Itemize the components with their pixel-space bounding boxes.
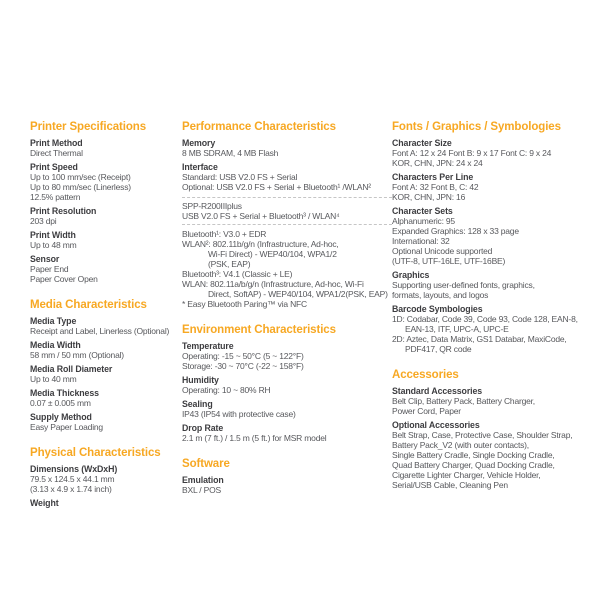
spec-value-line: 2.1 m (7 ft.) / 1.5 m (5 ft.) for MSR model [182, 433, 327, 443]
spec-item [182, 475, 392, 495]
spec-column [392, 121, 600, 508]
spec-item [182, 138, 392, 158]
spec-label: Weight [30, 498, 59, 508]
spec-value-line: Up to 40 mm [30, 374, 77, 384]
spec-value-line: Receipt and Label, Linerless (Optional) [30, 326, 170, 336]
spec-value-line: 8 MB SDRAM, 4 MB Flash [182, 148, 279, 158]
spec-value-line: Paper Cover Open [30, 274, 98, 284]
spec-item [30, 230, 182, 250]
spec-label: Character Size [392, 138, 452, 148]
section-title: Fonts / Graphics / Symbologies [392, 121, 561, 133]
spec-value-line: Up to 80 mm/sec (Linerless) [30, 182, 131, 192]
spec-label: Print Method [30, 138, 83, 148]
spec-column [30, 121, 182, 508]
spec-label: Memory [182, 138, 216, 148]
spec-item [30, 388, 182, 408]
spec-item [30, 138, 182, 158]
spec-value-line: Font A: 32 Font B, C: 42 [392, 182, 479, 192]
spec-item [30, 340, 182, 360]
spec-label: Interface [182, 162, 218, 172]
spec-value-line: * Easy Bluetooth Paring™ via NFC [182, 299, 307, 309]
spec-value-line: Single Battery Cradle, Single Docking Cradle, [392, 450, 555, 460]
section-title: Software [182, 458, 230, 470]
spec-label: Sensor [30, 254, 60, 264]
spec-value-line: Optional Unicode supported [392, 246, 493, 256]
spec-item [30, 498, 182, 508]
spec-value-line: Up to 48 mm [30, 240, 77, 250]
spec-value-line: Operating: 10 ~ 80% RH [182, 385, 271, 395]
spec-item [392, 206, 600, 266]
spec-value-line: KOR, CHN, JPN: 24 x 24 [392, 158, 483, 168]
spec-value-line: IP43 (IP54 with protective case) [182, 409, 296, 419]
spec-value-line: Power Cord, Paper [392, 406, 461, 416]
spec-item [30, 316, 182, 336]
spec-item [182, 375, 392, 395]
spec-value-line: 12.5% pattern [30, 192, 81, 202]
spec-value-line: 2D: Aztec, Data Matrix, GS1 Databar, MaxiCode, [392, 334, 567, 344]
spec-item [392, 270, 600, 300]
spec-label: Media Width [30, 340, 81, 350]
spec-value-line: 0.07 ± 0.005 mm [30, 398, 91, 408]
spec-item [182, 399, 392, 419]
spec-value-line: Quad Battery Charger, Quad Docking Cradle, [392, 460, 555, 470]
spec-value-line: International: 32 [392, 236, 450, 246]
section-title: Media Characteristics [30, 299, 147, 311]
spec-value-line: Belt Clip, Battery Pack, Battery Charger, [392, 396, 535, 406]
spec-label: Emulation [182, 475, 224, 485]
spec-item [182, 423, 392, 443]
spec-value-line: Cigarette Lighter Charger, Vehicle Holder, [392, 470, 541, 480]
spec-value-line: 1D: Codabar, Code 39, Code 93, Code 128, EAN-8, [392, 314, 578, 324]
spec-value-line: Bluetooth¹: V3.0 + EDR [182, 229, 267, 239]
spec-label: Optional Accessories [392, 420, 480, 430]
spec-value-line: 79.5 x 124.5 x 44.1 mm [30, 474, 115, 484]
spec-label: Sealing [182, 399, 213, 409]
spec-label: Media Type [30, 316, 77, 326]
section-title: Physical Characteristics [30, 447, 161, 459]
spec-value-line: SPP-R200IIIplus [182, 201, 242, 211]
spec-value-line: Paper End [30, 264, 69, 274]
spec-value-line: Wi-Fi Direct) - WEP40/104, WPA1/2 [182, 249, 337, 259]
spec-value-line: 203 dpi [30, 216, 57, 226]
spec-value-line: WLAN²: 802.11b/g/n (Infrastructure, Ad-hoc, [182, 239, 339, 249]
spec-label: Characters Per Line [392, 172, 474, 182]
spec-value-line: Battery Pack_V2 (with outer contacts), [392, 440, 529, 450]
spec-value-line: Easy Paper Loading [30, 422, 103, 432]
spec-label: Media Thickness [30, 388, 99, 398]
spec-value-line: Direct Thermal [30, 148, 83, 158]
spec-value-line: Supporting user-defined fonts, graphics, [392, 280, 535, 290]
spec-value-line: (3.13 x 4.9 x 1.74 inch) [30, 484, 112, 494]
spec-value-line: Alphanumeric: 95 [392, 216, 455, 226]
spec-value-line: Direct, SoftAP) - WEP40/104, WPA1/2(PSK, EAP) [182, 289, 388, 299]
spec-label: Character Sets [392, 206, 453, 216]
spec-label: Barcode Symbologies [392, 304, 483, 314]
spec-sheet [30, 121, 600, 508]
spec-item [392, 138, 600, 168]
spec-value-line: PDF417, QR code [392, 344, 472, 354]
spec-value-line: Up to 100 mm/sec (Receipt) [30, 172, 131, 182]
spec-value-line: 58 mm / 50 mm (Optional) [30, 350, 124, 360]
spec-value-line: EAN-13, ITF, UPC-A, UPC-E [392, 324, 509, 334]
section-title: Printer Specifications [30, 121, 147, 133]
spec-label: Graphics [392, 270, 430, 280]
spec-item [182, 162, 392, 192]
spec-value-line: (UTF-8, UTF-16LE, UTF-16BE) [392, 256, 506, 266]
spec-value-line: Font A: 12 x 24 Font B: 9 x 17 Font C: 9 x 24 [392, 148, 552, 158]
spec-label: Supply Method [30, 412, 92, 422]
spec-item [30, 162, 182, 202]
spec-value-line: (PSK, EAP) [182, 259, 251, 269]
spec-label: Print Width [30, 230, 76, 240]
spec-item [182, 229, 392, 309]
section-title: Accessories [392, 369, 459, 381]
spec-item [30, 412, 182, 432]
spec-value-line: KOR, CHN, JPN: 16 [392, 192, 466, 202]
spec-value-line: formats, layouts, and logos [392, 290, 489, 300]
spec-item [30, 254, 182, 284]
spec-label: Humidity [182, 375, 219, 385]
spec-label: Dimensions (WxDxH) [30, 464, 118, 474]
spec-value-line: Belt Strap, Case, Protective Case, Shoulder Strap, [392, 430, 573, 440]
spec-label: Print Speed [30, 162, 78, 172]
spec-item [30, 364, 182, 384]
spec-value-line: USB V2.0 FS + Serial + Bluetooth³ / WLAN⁴ [182, 211, 340, 221]
spec-value-line: Optional: USB V2.0 FS + Serial + Bluetooth¹ /WLAN² [182, 182, 371, 192]
spec-value-line: WLAN: 802.11a/b/g/n (Infrastructure, Ad-hoc, Wi-Fi [182, 279, 364, 289]
spec-value-line: Bluetooth³: V4.1 (Classic + LE) [182, 269, 293, 279]
spec-item [392, 420, 600, 490]
section-title: Performance Characteristics [182, 121, 336, 133]
spec-value-line: Expanded Graphics: 128 x 33 page [392, 226, 519, 236]
spec-item [392, 304, 600, 354]
spec-value-line: Storage: -30 ~ 70°C (-22 ~ 158°F) [182, 361, 304, 371]
spec-item [392, 386, 600, 416]
spec-value-line: Standard: USB V2.0 FS + Serial [182, 172, 298, 182]
section-title: Environment Characteristics [182, 324, 336, 336]
spec-value-line: Serial/USB Cable, Cleaning Pen [392, 480, 508, 490]
spec-label: Print Resolution [30, 206, 97, 216]
spec-value-line: Operating: -15 ~ 50°C (5 ~ 122°F) [182, 351, 304, 361]
spec-column [182, 121, 392, 508]
spec-item [392, 172, 600, 202]
spec-item [30, 464, 182, 494]
spec-label: Temperature [182, 341, 234, 351]
spec-value-line: BXL / POS [182, 485, 221, 495]
spec-label: Media Roll Diameter [30, 364, 113, 374]
spec-label: Drop Rate [182, 423, 224, 433]
spec-item [30, 206, 182, 226]
spec-item [182, 341, 392, 371]
model-variant-box [182, 197, 392, 225]
spec-label: Standard Accessories [392, 386, 483, 396]
